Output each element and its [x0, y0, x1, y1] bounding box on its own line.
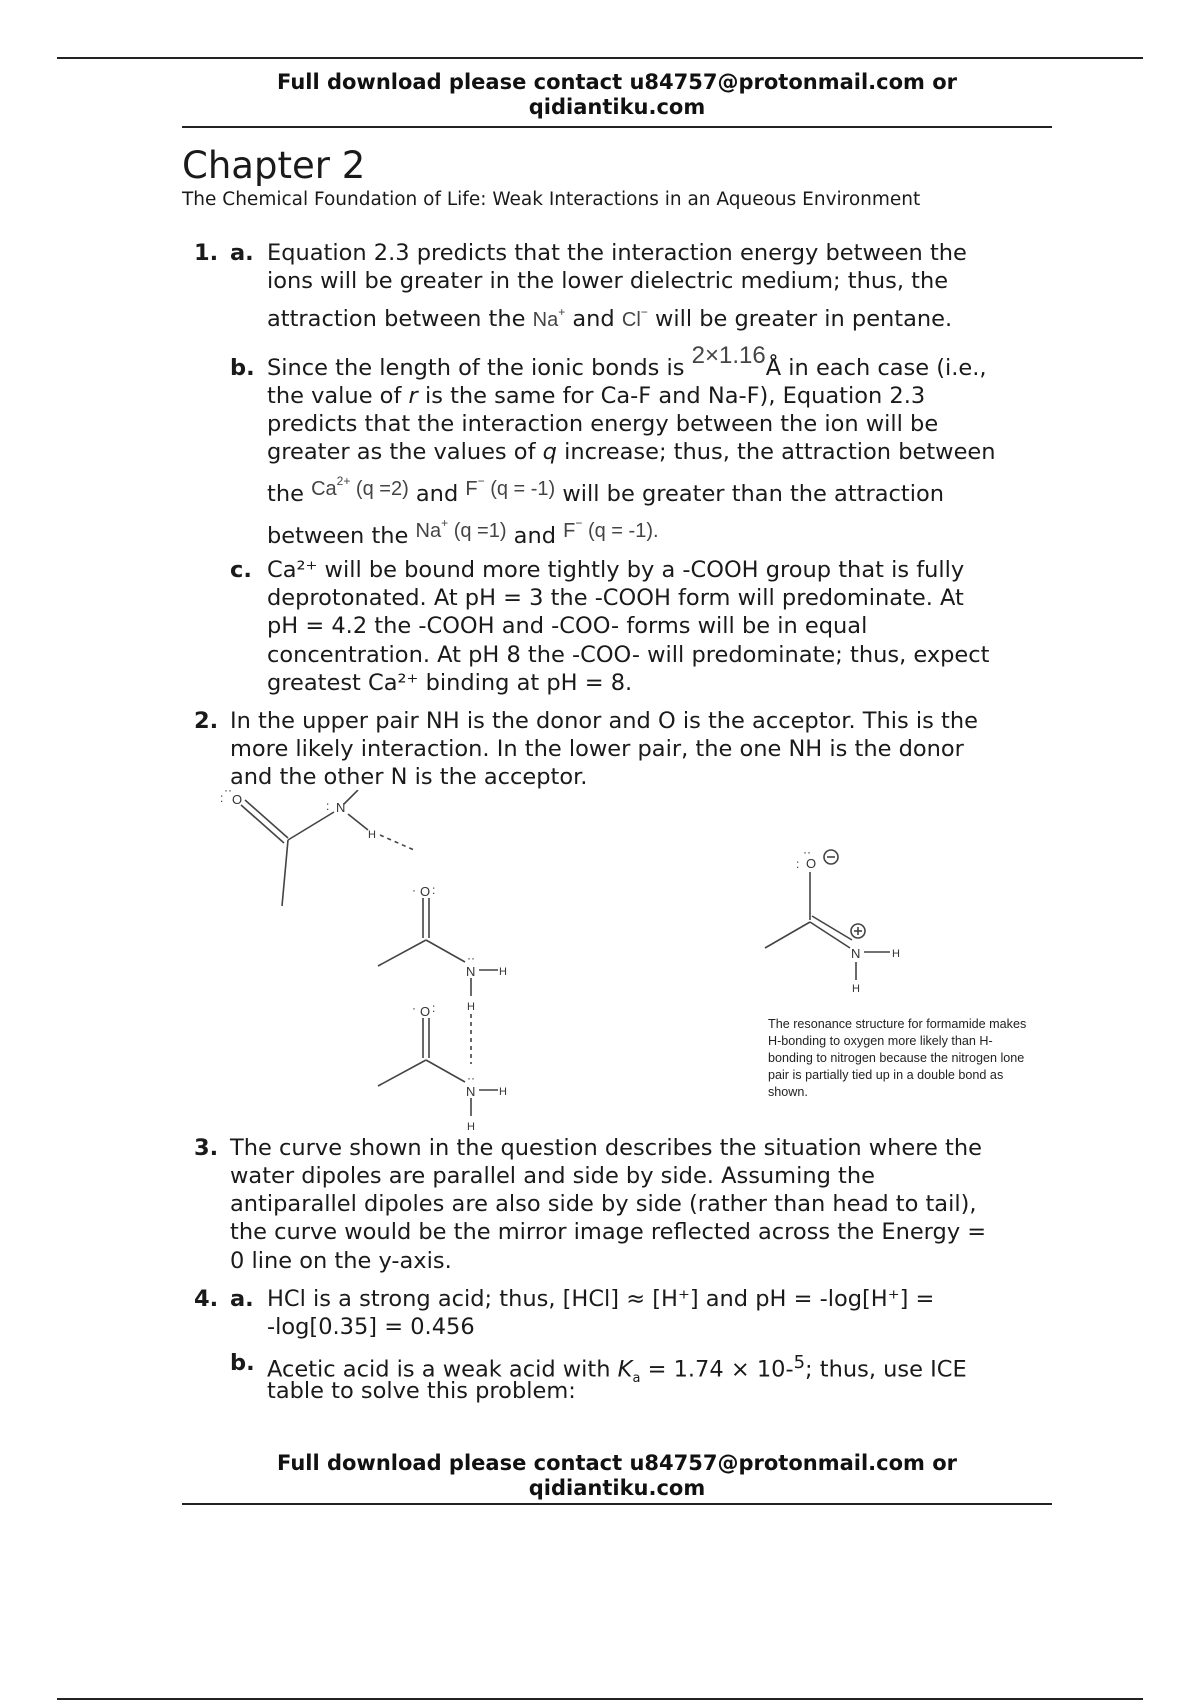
q4a-label: a.: [230, 1286, 254, 1312]
svg-text:··: ··: [803, 845, 811, 859]
q4a-line2: -log[0.35] = 0.456: [267, 1314, 475, 1340]
q1a-line1: Equation 2.3 predicts that the interaction energy between the: [267, 240, 967, 266]
q1-number: 1.: [194, 240, 219, 266]
f-ion-b: F− (q = -1).: [563, 516, 659, 542]
atom-n: N: [336, 800, 346, 815]
atom-o: O: [806, 856, 817, 871]
svg-text:··: ··: [467, 1071, 475, 1085]
q1b-line3: predicts that the interaction energy between the ion will be: [267, 411, 939, 437]
q1b-line5: the $Ca^{2+}$ (q =2) and F− (q = -1) will be greater than the attraction: [267, 474, 944, 507]
q3-line5: 0 line on the y-axis.: [230, 1248, 452, 1274]
q1c-line5: greatest Ca²⁺ binding at pH = 8.: [267, 670, 633, 696]
bottom-banner-line2: qidiantiku.com: [528, 1476, 706, 1500]
cl-ion: Cl−: [621, 305, 648, 331]
variable-k: K: [617, 1356, 633, 1383]
q1a-line3-start: attraction between the: [267, 306, 526, 332]
q4-number: 4.: [194, 1286, 219, 1312]
q1c-line4: concentration. At pH 8 the -COO- will predominate; thus, expect: [267, 642, 990, 668]
top-banner: [182, 70, 1052, 120]
atom-o: O: [232, 792, 243, 807]
atom-h: H: [499, 1086, 507, 1098]
atom-h: [356, 790, 364, 791]
chapter-subtitle: The Chemical Foundation of Life: Weak Interactions in an Aqueous Environment: [182, 189, 921, 210]
variable-r: r: [408, 383, 418, 409]
svg-text:··: ··: [224, 790, 232, 797]
top-banner-line2: qidiantiku.com: [528, 95, 706, 119]
q1a-line3-end: will be greater in pentane.: [654, 306, 953, 332]
q4a-line1: HCl is a strong acid; thus, [HCl] ≈ [H⁺] and pH = -log[H⁺] =: [267, 1286, 935, 1312]
bottom-banner: [182, 1451, 1052, 1501]
q3-line1: The curve shown in the question describes the situation where the: [230, 1135, 982, 1161]
atom-n: N: [466, 1084, 476, 1099]
atom-h: H: [368, 829, 376, 841]
q1b-label: b.: [230, 355, 255, 381]
top-page-rule: [57, 57, 1143, 59]
svg-text:·: ·: [412, 1001, 416, 1015]
q3-line2: water dipoles are parallel and side by side. Assuming the: [230, 1163, 875, 1189]
q2-line2: more likely interaction. In the lower pair, the one NH is the donor: [230, 736, 964, 762]
variable-q: q: [542, 439, 557, 465]
q3-line4: the curve would be the mirror image reflected across the Energy =: [230, 1219, 987, 1245]
atom-h: H: [892, 948, 900, 960]
atom-h: H: [467, 1001, 475, 1013]
q1b-line6: between the Na+ (q =1) and F− (q = -1).: [267, 516, 659, 549]
q3-number: 3.: [194, 1135, 219, 1161]
svg-text::: :: [432, 1001, 436, 1015]
top-banner-line1: Full download please contact u84757@protonmail.com or: [277, 70, 957, 94]
figure-caption: The resonance structure for formamide makes H-bonding to oxygen more likely than H-bonding to nitrogen because the nitrogen lone pair is partially tied up in a double bond as shown.: [768, 1017, 1027, 1099]
bottom-banner-rule: [182, 1503, 1052, 1505]
q1c-line3: pH = 4.2 the -COOH and -COO- forms will be in equal: [267, 613, 868, 639]
svg-text::: :: [220, 791, 224, 805]
svg-text::: :: [326, 799, 330, 813]
atom-n: N: [851, 946, 861, 961]
na-ion-b: Na+ (q =1): [415, 516, 507, 542]
bottom-banner-line1: Full download please contact u84757@protonmail.com or: [277, 1451, 957, 1475]
q2-line1: In the upper pair NH is the donor and O is the acceptor. This is the: [230, 708, 978, 734]
chapter-title: Chapter 2: [182, 144, 366, 187]
q4b-line2: table to solve this problem:: [267, 1378, 576, 1404]
q1c-line2: deprotonated. At pH = 3 the -COOH form will predominate. At: [267, 585, 964, 611]
q4b-line1: Acetic acid is a weak acid with $K_a = 1.74 \times 10-^5$; thus, use ICE: [267, 1352, 967, 1386]
q1a-line2: ions will be greater in the lower dielectric medium; thus, the: [267, 268, 949, 294]
q3-line3: antiparallel dipoles are also side by side (rather than head to tail),: [230, 1191, 977, 1217]
q1a-and: and: [572, 306, 615, 332]
q1a-line3: [267, 305, 952, 334]
q2-number: 2.: [194, 708, 219, 734]
f-ion: F− (q = -1): [465, 474, 556, 500]
top-banner-rule: [182, 126, 1052, 128]
atom-h: H: [499, 966, 507, 978]
q2-line3: and the other N is the acceptor.: [230, 764, 588, 790]
atom-n: N: [466, 964, 476, 979]
atom-h: H: [467, 1121, 475, 1130]
na-ion: Na+: [532, 305, 566, 331]
q1b-line1: Since the length of the ionic bonds is 2×1.16Å in each case (i.e.,: [267, 342, 987, 381]
svg-text:·: ·: [412, 883, 416, 897]
q1a-label: a.: [230, 240, 254, 266]
atom-o: O: [420, 884, 431, 899]
exponent: 5: [793, 1352, 806, 1373]
q1b-line2: the value of r is the same for Ca-F and Na-F), Equation 2.3: [267, 383, 926, 409]
bond-length: 2×1.16: [691, 342, 766, 369]
q1c-label: c.: [230, 557, 252, 583]
svg-text::: :: [432, 883, 436, 897]
q1b-line4: greater as the values of q increase; thus, the attraction between: [267, 439, 996, 465]
atom-h: H: [852, 983, 860, 995]
q1c-line1: Ca²⁺ will be bound more tightly by a -COOH group that is fully: [267, 557, 965, 583]
atom-o: O: [420, 1004, 431, 1019]
ca-ion: $Ca^{2+}$ (q =2): [311, 474, 409, 500]
svg-text:··: ··: [467, 951, 475, 965]
k-subscript: a: [632, 1371, 641, 1386]
q4b-label: b.: [230, 1350, 255, 1376]
svg-text::: :: [796, 857, 800, 871]
